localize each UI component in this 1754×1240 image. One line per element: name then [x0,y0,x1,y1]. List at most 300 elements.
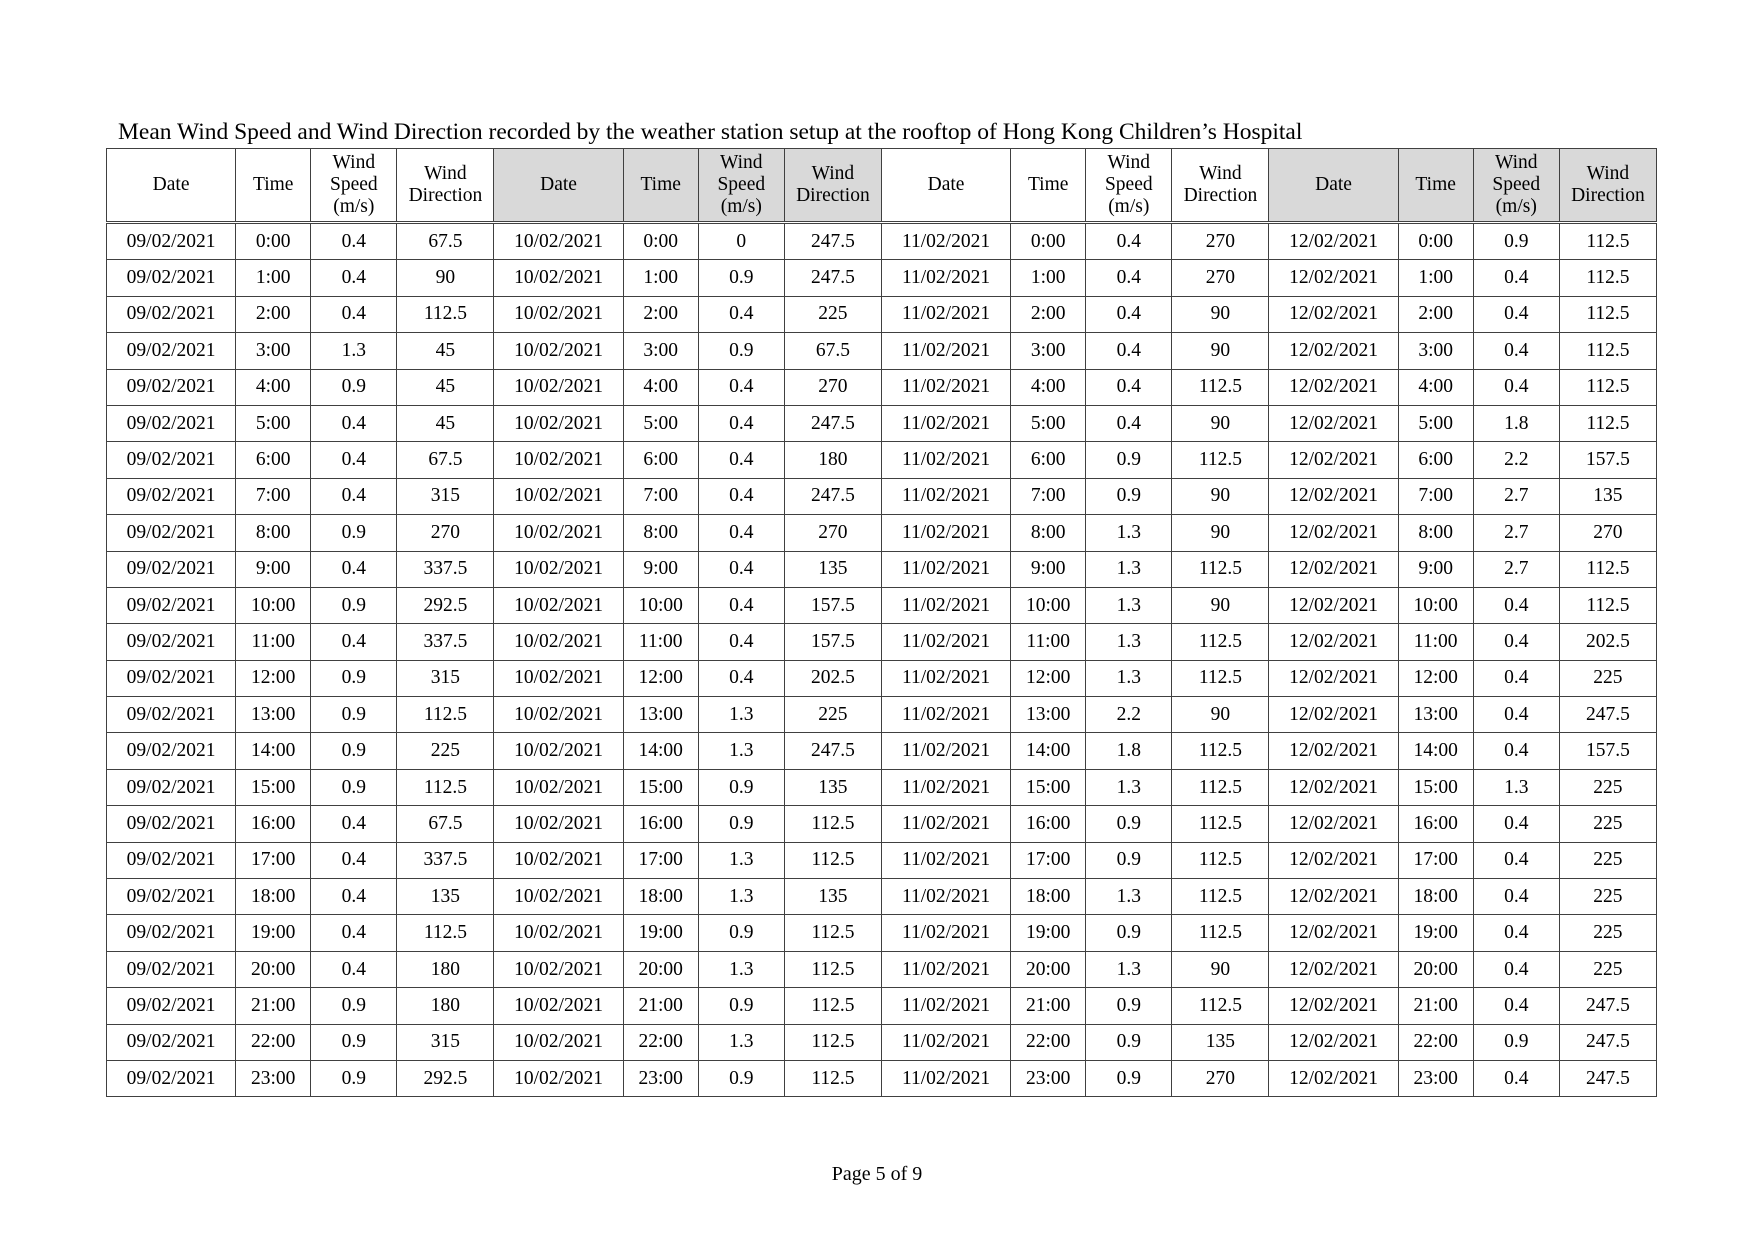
wind-direction-cell: 270 [397,515,494,551]
wind-speed-cell: 0.4 [698,296,784,332]
date-cell: 10/02/2021 [494,879,623,915]
wind-speed-cell: 0.4 [1086,333,1172,369]
date-cell: 09/02/2021 [107,478,236,514]
wind-speed-cell: 0.4 [1473,1060,1559,1096]
time-cell: 0:00 [1011,223,1086,260]
wind-direction-cell: 112.5 [1172,806,1269,842]
time-cell: 20:00 [1011,951,1086,987]
time-cell: 23:00 [623,1060,698,1096]
time-cell: 3:00 [236,333,311,369]
table-row [107,806,1657,842]
wind-speed-cell: 0.9 [1086,442,1172,478]
date-cell: 10/02/2021 [494,660,623,696]
time-cell: 15:00 [623,769,698,805]
wind-speed-cell: 0 [698,223,784,260]
header-text: Direction [408,185,483,206]
wind-direction-cell: 135 [397,879,494,915]
time-cell: 0:00 [623,223,698,260]
time-cell: 4:00 [1011,369,1086,405]
date-cell: 09/02/2021 [107,260,236,296]
date-cell: 10/02/2021 [494,842,623,878]
wind-speed-cell: 0.4 [311,442,397,478]
header-text: Wind [332,152,376,173]
time-cell: 14:00 [1398,733,1473,769]
wind-speed-cell: 0.9 [698,806,784,842]
date-cell: 09/02/2021 [107,733,236,769]
wind-speed-cell: 0.9 [698,333,784,369]
wind-speed-cell: 0.9 [311,1024,397,1060]
wind-speed-cell: 0.9 [311,769,397,805]
wind-direction-cell: 112.5 [1559,551,1656,587]
wind-direction-cell: 112.5 [1172,733,1269,769]
time-cell: 19:00 [1398,915,1473,951]
wind-speed-cell: 1.3 [698,697,784,733]
wind-speed-cell: 1.3 [1086,769,1172,805]
header-text: Time [1415,174,1456,195]
time-cell: 17:00 [1398,842,1473,878]
wind-direction-cell: 247.5 [1559,1024,1656,1060]
date-cell: 09/02/2021 [107,369,236,405]
time-cell: 18:00 [623,879,698,915]
wind-direction-cell: 45 [397,333,494,369]
time-cell: 10:00 [1398,587,1473,623]
wind-direction-cell: 247.5 [1559,1060,1656,1096]
date-cell: 11/02/2021 [881,769,1010,805]
table-row [107,551,1657,587]
wind-speed-cell: 0.4 [1086,405,1172,441]
time-cell: 15:00 [1398,769,1473,805]
wind-speed-cell: 1.3 [1086,660,1172,696]
date-cell: 12/02/2021 [1269,915,1398,951]
time-cell: 8:00 [623,515,698,551]
time-cell: 2:00 [1398,296,1473,332]
wind-speed-cell: 0.4 [698,405,784,441]
wind-speed-cell: 0.4 [311,879,397,915]
table-row [107,1060,1657,1096]
time-cell: 9:00 [1398,551,1473,587]
time-cell: 7:00 [1011,478,1086,514]
header-date [494,149,623,223]
time-cell: 6:00 [236,442,311,478]
wind-direction-cell: 225 [397,733,494,769]
wind-speed-cell: 0.9 [311,660,397,696]
wind-speed-cell: 0.4 [1086,260,1172,296]
wind-direction-cell: 225 [784,697,881,733]
time-cell: 12:00 [236,660,311,696]
date-cell: 12/02/2021 [1269,369,1398,405]
wind-speed-cell: 0.4 [1473,806,1559,842]
date-cell: 09/02/2021 [107,697,236,733]
wind-speed-cell: 1.3 [1473,769,1559,805]
wind-speed-cell: 0.4 [1086,296,1172,332]
time-cell: 16:00 [1011,806,1086,842]
header-wind-direction [784,149,881,223]
header-wind-speed [1473,149,1559,223]
wind-direction-cell: 225 [1559,951,1656,987]
header-time [1398,149,1473,223]
wind-speed-cell: 1.8 [1473,405,1559,441]
wind-speed-cell: 0.4 [698,551,784,587]
wind-direction-cell: 112.5 [1172,915,1269,951]
wind-direction-cell: 157.5 [1559,733,1656,769]
wind-speed-cell: 0.4 [1473,697,1559,733]
header-wind-speed [1086,149,1172,223]
header-text: (m/s) [720,196,762,217]
wind-speed-cell: 0.4 [311,951,397,987]
wind-speed-cell: 0.4 [311,296,397,332]
wind-direction-cell: 247.5 [1559,697,1656,733]
date-cell: 11/02/2021 [881,1024,1010,1060]
header-wind-direction [397,149,494,223]
date-cell: 09/02/2021 [107,660,236,696]
wind-speed-cell: 0.4 [1473,951,1559,987]
wind-direction-cell: 112.5 [784,915,881,951]
time-cell: 10:00 [236,587,311,623]
date-cell: 12/02/2021 [1269,587,1398,623]
table-row [107,1024,1657,1060]
date-cell: 09/02/2021 [107,624,236,660]
wind-direction-cell: 112.5 [1559,587,1656,623]
time-cell: 3:00 [1398,333,1473,369]
wind-speed-cell: 0.9 [1086,988,1172,1024]
header-wind-speed [698,149,784,223]
wind-speed-cell: 2.7 [1473,551,1559,587]
wind-direction-cell: 112.5 [784,1060,881,1096]
date-cell: 10/02/2021 [494,988,623,1024]
date-cell: 10/02/2021 [494,333,623,369]
wind-direction-cell: 112.5 [1559,369,1656,405]
wind-direction-cell: 315 [397,660,494,696]
date-cell: 12/02/2021 [1269,296,1398,332]
time-cell: 2:00 [236,296,311,332]
wind-direction-cell: 337.5 [397,551,494,587]
wind-direction-cell: 270 [784,515,881,551]
wind-speed-cell: 0.9 [698,915,784,951]
date-cell: 11/02/2021 [881,697,1010,733]
wind-direction-cell: 225 [1559,769,1656,805]
wind-direction-cell: 67.5 [397,442,494,478]
date-cell: 10/02/2021 [494,515,623,551]
time-cell: 20:00 [623,951,698,987]
wind-speed-cell: 0.9 [311,515,397,551]
header-text: Speed [717,174,766,195]
date-cell: 10/02/2021 [494,587,623,623]
wind-speed-cell: 0.4 [1473,988,1559,1024]
date-cell: 12/02/2021 [1269,405,1398,441]
time-cell: 14:00 [1011,733,1086,769]
header-text: (m/s) [1108,196,1150,217]
page-number: Page 5 of 9 [831,1163,923,1185]
date-cell: 11/02/2021 [881,587,1010,623]
time-cell: 14:00 [623,733,698,769]
header-text: Date [1315,174,1352,195]
time-cell: 6:00 [1011,442,1086,478]
time-cell: 4:00 [236,369,311,405]
date-cell: 12/02/2021 [1269,1060,1398,1096]
wind-direction-cell: 112.5 [1559,405,1656,441]
wind-speed-cell: 1.3 [698,842,784,878]
wind-direction-cell: 112.5 [1172,769,1269,805]
wind-direction-cell: 270 [1172,1060,1269,1096]
header-text: Wind [424,163,467,184]
wind-direction-cell: 270 [1559,515,1656,551]
time-cell: 13:00 [1011,697,1086,733]
time-cell: 6:00 [1398,442,1473,478]
wind-speed-cell: 0.4 [698,624,784,660]
date-cell: 11/02/2021 [881,951,1010,987]
date-cell: 10/02/2021 [494,296,623,332]
wind-speed-cell: 1.3 [1086,551,1172,587]
wind-speed-cell: 0.9 [698,769,784,805]
date-cell: 10/02/2021 [494,733,623,769]
date-cell: 10/02/2021 [494,915,623,951]
date-cell: 11/02/2021 [881,515,1010,551]
time-cell: 15:00 [1011,769,1086,805]
wind-speed-cell: 0.9 [1086,842,1172,878]
wind-speed-cell: 1.3 [698,733,784,769]
date-cell: 10/02/2021 [494,405,623,441]
wind-direction-cell: 135 [1559,478,1656,514]
table-row [107,442,1657,478]
date-cell: 10/02/2021 [494,951,623,987]
wind-speed-cell: 0.4 [1473,296,1559,332]
wind-speed-cell: 0.9 [311,733,397,769]
date-cell: 09/02/2021 [107,296,236,332]
wind-direction-cell: 247.5 [784,223,881,260]
wind-direction-cell: 135 [784,551,881,587]
wind-direction-cell: 90 [1172,697,1269,733]
time-cell: 20:00 [236,951,311,987]
wind-speed-cell: 0.4 [1473,587,1559,623]
wind-speed-cell: 0.4 [1473,369,1559,405]
date-cell: 11/02/2021 [881,223,1010,260]
header-time [1011,149,1086,223]
time-cell: 8:00 [1398,515,1473,551]
header-text: Time [1027,174,1069,195]
time-cell: 11:00 [623,624,698,660]
header-text: Speed [329,174,378,195]
header-text: Time [252,174,294,195]
wind-direction-cell: 112.5 [1172,842,1269,878]
wind-speed-cell: 0.9 [1086,1060,1172,1096]
wind-direction-cell: 315 [397,1024,494,1060]
table-row [107,842,1657,878]
time-cell: 4:00 [623,369,698,405]
date-cell: 09/02/2021 [107,442,236,478]
wind-direction-cell: 112.5 [1172,660,1269,696]
header-text: Wind [720,152,763,173]
table-row [107,697,1657,733]
header-text: Wind [1107,152,1151,173]
wind-direction-cell: 247.5 [784,260,881,296]
date-cell: 11/02/2021 [881,915,1010,951]
header-time [236,149,311,223]
time-cell: 13:00 [623,697,698,733]
time-cell: 3:00 [623,333,698,369]
wind-speed-cell: 0.9 [311,988,397,1024]
time-cell: 10:00 [623,587,698,623]
wind-speed-cell: 2.2 [1473,442,1559,478]
time-cell: 16:00 [236,806,311,842]
header-text: (m/s) [333,196,375,217]
header-text: Wind [1199,163,1242,184]
header-text: Direction [1571,185,1645,206]
wind-speed-cell: 0.4 [1473,842,1559,878]
table-row [107,478,1657,514]
time-cell: 2:00 [1011,296,1086,332]
time-cell: 16:00 [623,806,698,842]
time-cell: 23:00 [236,1060,311,1096]
header-text: Date [927,174,965,195]
date-cell: 10/02/2021 [494,769,623,805]
wind-speed-cell: 2.2 [1086,697,1172,733]
wind-speed-cell: 0.4 [1473,333,1559,369]
time-cell: 19:00 [236,915,311,951]
wind-speed-cell: 0.9 [1473,1024,1559,1060]
table-row [107,515,1657,551]
wind-direction-cell: 112.5 [1172,369,1269,405]
table-header-row [107,149,1657,223]
wind-direction-cell: 67.5 [397,223,494,260]
table-row [107,769,1657,805]
time-cell: 6:00 [623,442,698,478]
wind-speed-cell: 1.3 [1086,879,1172,915]
time-cell: 16:00 [1398,806,1473,842]
wind-speed-cell: 0.4 [1473,879,1559,915]
time-cell: 17:00 [236,842,311,878]
date-cell: 12/02/2021 [1269,551,1398,587]
wind-direction-cell: 135 [784,769,881,805]
header-text: Direction [796,185,870,206]
time-cell: 9:00 [623,551,698,587]
header-text: Date [152,174,190,195]
wind-direction-cell: 202.5 [1559,624,1656,660]
wind-direction-cell: 112.5 [784,806,881,842]
date-cell: 09/02/2021 [107,1060,236,1096]
time-cell: 5:00 [1398,405,1473,441]
time-cell: 13:00 [1398,697,1473,733]
date-cell: 11/02/2021 [881,333,1010,369]
table-row [107,223,1657,260]
wind-direction-cell: 112.5 [1172,879,1269,915]
date-cell: 09/02/2021 [107,842,236,878]
wind-speed-cell: 1.3 [1086,624,1172,660]
date-cell: 09/02/2021 [107,769,236,805]
date-cell: 11/02/2021 [881,660,1010,696]
date-cell: 09/02/2021 [107,915,236,951]
wind-data-table [106,148,1657,1097]
date-cell: 09/02/2021 [107,587,236,623]
wind-direction-cell: 225 [1559,879,1656,915]
time-cell: 1:00 [1398,260,1473,296]
date-cell: 11/02/2021 [881,551,1010,587]
table-row [107,405,1657,441]
date-cell: 11/02/2021 [881,442,1010,478]
wind-direction-cell: 90 [1172,478,1269,514]
time-cell: 7:00 [623,478,698,514]
time-cell: 22:00 [1011,1024,1086,1060]
date-cell: 12/02/2021 [1269,842,1398,878]
header-text: Time [640,174,681,195]
table-row [107,624,1657,660]
time-cell: 1:00 [236,260,311,296]
date-cell: 12/02/2021 [1269,733,1398,769]
wind-direction-cell: 337.5 [397,842,494,878]
time-cell: 11:00 [1011,624,1086,660]
wind-direction-cell: 112.5 [1172,988,1269,1024]
wind-speed-cell: 1.3 [698,879,784,915]
wind-speed-cell: 0.4 [311,624,397,660]
date-cell: 10/02/2021 [494,369,623,405]
header-date [107,149,236,223]
wind-speed-cell: 0.4 [311,260,397,296]
wind-speed-cell: 0.9 [698,260,784,296]
time-cell: 18:00 [1398,879,1473,915]
header-wind-speed [311,149,397,223]
date-cell: 09/02/2021 [107,879,236,915]
time-cell: 7:00 [1398,478,1473,514]
wind-direction-cell: 45 [397,369,494,405]
time-cell: 21:00 [236,988,311,1024]
time-cell: 2:00 [623,296,698,332]
time-cell: 19:00 [1011,915,1086,951]
wind-speed-cell: 0.4 [1086,369,1172,405]
date-cell: 11/02/2021 [881,369,1010,405]
wind-speed-cell: 0.4 [1473,660,1559,696]
wind-direction-cell: 90 [1172,333,1269,369]
date-cell: 09/02/2021 [107,333,236,369]
time-cell: 0:00 [236,223,311,260]
wind-direction-cell: 112.5 [397,697,494,733]
wind-direction-cell: 112.5 [1559,333,1656,369]
time-cell: 19:00 [623,915,698,951]
date-cell: 12/02/2021 [1269,442,1398,478]
date-cell: 11/02/2021 [881,842,1010,878]
wind-direction-cell: 90 [1172,405,1269,441]
wind-direction-cell: 90 [1172,951,1269,987]
date-cell: 10/02/2021 [494,442,623,478]
time-cell: 21:00 [1011,988,1086,1024]
time-cell: 8:00 [1011,515,1086,551]
header-time [623,149,698,223]
wind-speed-cell: 0.9 [1086,806,1172,842]
wind-direction-cell: 180 [784,442,881,478]
wind-direction-cell: 270 [1172,223,1269,260]
date-cell: 09/02/2021 [107,988,236,1024]
wind-direction-cell: 90 [1172,515,1269,551]
wind-speed-cell: 0.4 [698,369,784,405]
wind-direction-cell: 90 [1172,587,1269,623]
date-cell: 09/02/2021 [107,1024,236,1060]
time-cell: 5:00 [623,405,698,441]
time-cell: 22:00 [623,1024,698,1060]
time-cell: 1:00 [623,260,698,296]
date-cell: 10/02/2021 [494,478,623,514]
wind-direction-cell: 112.5 [1559,223,1656,260]
date-cell: 11/02/2021 [881,988,1010,1024]
time-cell: 11:00 [236,624,311,660]
date-cell: 12/02/2021 [1269,951,1398,987]
wind-direction-cell: 112.5 [784,842,881,878]
header-text: Speed [1104,174,1153,195]
date-cell: 09/02/2021 [107,951,236,987]
header-text: Date [540,174,577,195]
wind-direction-cell: 112.5 [1172,624,1269,660]
time-cell: 15:00 [236,769,311,805]
wind-direction-cell: 112.5 [1559,296,1656,332]
wind-speed-cell: 0.4 [698,587,784,623]
date-cell: 11/02/2021 [881,478,1010,514]
